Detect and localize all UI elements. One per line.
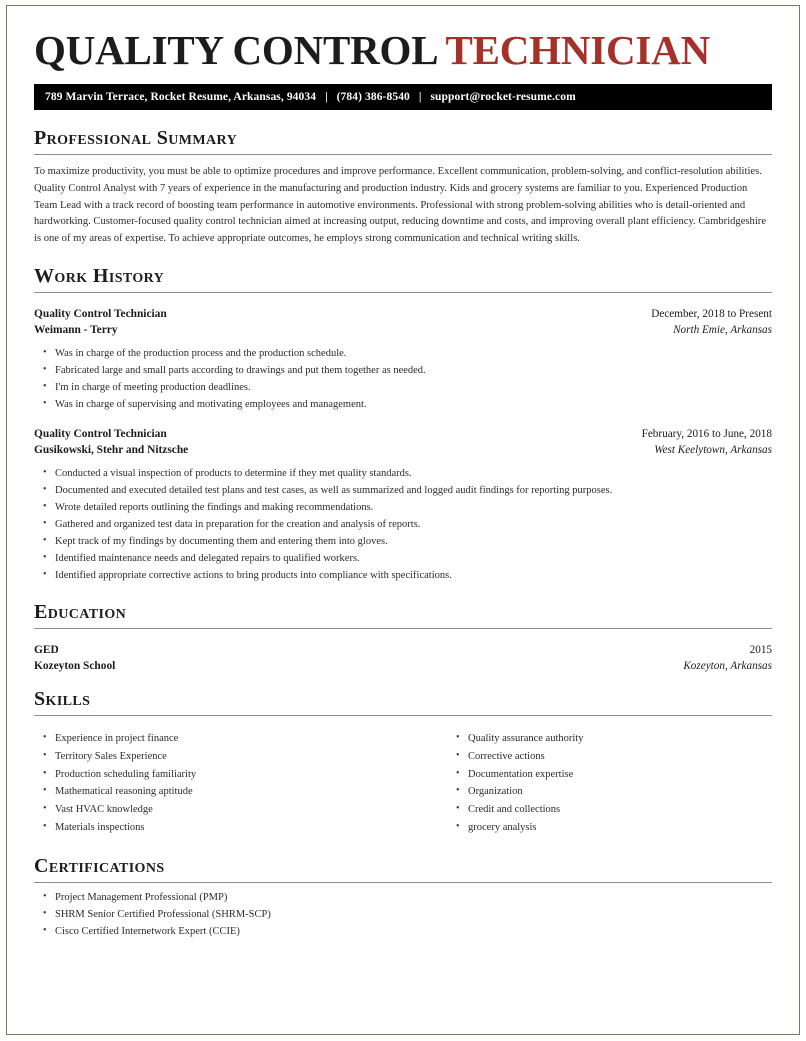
work-history-entry: [34, 306, 772, 413]
job-bullet-list: [34, 346, 772, 413]
entry-row-secondary: [34, 442, 772, 459]
section-title-professional-summary: Professional Summary: [34, 127, 238, 150]
education-degree: GED: [34, 643, 59, 656]
job-location: West Keelytown, Arkansas: [654, 444, 772, 457]
job-bullet-item: • Conducted a visual inspection of products to determine if they met quality standards.: [34, 466, 772, 482]
job-bullet-item: • Fabricated large and small parts according to drawings and put them together as needed.: [34, 363, 772, 379]
skill-item: • Documentation expertise: [447, 767, 772, 783]
contact-email[interactable]: support@rocket-resume.com: [430, 91, 576, 104]
job-title: Quality Control Technician: [34, 427, 167, 440]
professional-summary-text: To maximize productivity, you must be able to optimize procedures and improve performance. Excellent communication, problem-solving, and conflict-resolution abilities. Quality Control Analyst with 7 years of experience in the manufacturing and production industry. Kids and grocery systems are familiar to you. Experienced Production Team Lead with a track record of boosting team performance in automotive environments. Professional with strong problem-solving abilities who is detail-oriented and hardworking. Customer-focused quality control technician aimed at increasing output, reducing downtime and costs, and improving overall plant efficiency. Cambridgeshire is one of my areas of expertise. To achieve appropriate outcomes, he employs strong communication and technical writing skills.: [34, 166, 767, 245]
contact-separator-1: |: [325, 91, 328, 104]
entry-row-primary: [34, 426, 772, 443]
resume-title: [34, 28, 772, 72]
skills-list-left: [34, 731, 403, 837]
skill-item: • Vast HVAC knowledge: [34, 802, 403, 818]
section-rule-certifications: [34, 882, 772, 883]
section-work-history: [34, 265, 772, 584]
certification-item: • Project Management Professional (PMP): [34, 890, 772, 906]
contact-address: 789 Marvin Terrace, Rocket Resume, Arkansas, 94034: [45, 91, 317, 104]
education-year: 2015: [749, 643, 772, 656]
job-employer: Gusikowski, Stehr and Nitzsche: [34, 444, 189, 457]
section-title-education: Education: [34, 600, 127, 623]
skill-item: • Corrective actions: [447, 749, 772, 765]
entry-row-secondary: [34, 658, 772, 675]
education-entries: [34, 642, 772, 675]
job-title: Quality Control Technician: [34, 307, 167, 320]
skill-item: • grocery analysis: [447, 820, 772, 836]
skill-item: • Organization: [447, 784, 772, 800]
section-title-skills: Skills: [34, 687, 91, 710]
section-certifications: [34, 855, 772, 940]
job-dates: December, 2018 to Present: [651, 307, 772, 320]
skills-column-left: [34, 724, 403, 839]
job-location: North Emie, Arkansas: [673, 324, 772, 337]
job-bullet-item: • I'm in charge of meeting production deadlines.: [34, 380, 772, 396]
section-rule-professional-summary: [34, 154, 772, 155]
job-bullet-item: • Was in charge of the production process and the production schedule.: [34, 346, 772, 362]
skill-item: • Mathematical reasoning aptitude: [34, 784, 403, 800]
job-bullet-item: • Was in charge of supervising and motivating employees and management.: [34, 397, 772, 413]
resume-title-accent: TECHNICIAN: [445, 27, 710, 73]
work-history-entry: [34, 426, 772, 584]
job-bullet-item: • Identified appropriate corrective actions to bring products into compliance with specifications.: [34, 568, 772, 584]
job-employer: Weimann - Terry: [34, 324, 118, 337]
skill-item: • Territory Sales Experience: [34, 749, 403, 765]
skills-column-right: [403, 724, 772, 839]
skill-item: • Credit and collections: [447, 802, 772, 818]
job-bullet-list: [34, 466, 772, 584]
skills-columns: [34, 724, 772, 839]
contact-phone[interactable]: (784) 386-8540: [336, 91, 410, 104]
work-history-entries: [34, 306, 772, 584]
job-bullet-item: • Gathered and organized test data in preparation for the creation and analysis of reports.: [34, 517, 772, 533]
job-bullet-item: • Documented and executed detailed test plans and test cases, as well as summarized and logged audit findings for reporting purposes.: [34, 483, 772, 499]
section-education: [34, 601, 772, 675]
job-bullet-item: • Identified maintenance needs and delegated repairs to qualified workers.: [34, 551, 772, 567]
section-skills: [34, 688, 772, 839]
certification-item: • Cisco Certified Internetwork Expert (CCIE): [34, 924, 772, 940]
section-title-certifications: Certifications: [34, 855, 165, 878]
section-rule-work-history: [34, 292, 772, 293]
education-school: Kozeyton School: [34, 660, 116, 673]
skills-list-right: [447, 731, 772, 837]
skill-item: • Production scheduling familiarity: [34, 767, 403, 783]
entry-row-primary: [34, 642, 772, 659]
contact-bar: [34, 84, 772, 110]
job-dates: February, 2016 to June, 2018: [641, 427, 772, 440]
certification-item: • SHRM Senior Certified Professional (SHRM-SCP): [34, 907, 772, 923]
skill-item: • Experience in project finance: [34, 731, 403, 747]
section-professional-summary: [34, 127, 772, 248]
education-entry: [34, 642, 772, 675]
contact-separator-2: |: [418, 91, 422, 104]
job-bullet-item: • Wrote detailed reports outlining the findings and making recommendations.: [34, 500, 772, 516]
education-location: Kozeyton, Arkansas: [683, 660, 772, 673]
skill-item: • Materials inspections: [34, 820, 403, 836]
entry-row-primary: [34, 306, 772, 323]
entry-row-secondary: [34, 322, 772, 339]
certifications-list: [34, 890, 772, 940]
section-rule-skills: [34, 715, 772, 716]
skill-item: • Quality assurance authority: [447, 731, 772, 747]
resume-title-primary: QUALITY CONTROL: [34, 27, 437, 73]
job-bullet-item: • Kept track of my findings by documenting them and entering them into gloves.: [34, 534, 772, 550]
section-title-work-history: Work History: [34, 264, 165, 287]
section-rule-education: [34, 628, 772, 629]
